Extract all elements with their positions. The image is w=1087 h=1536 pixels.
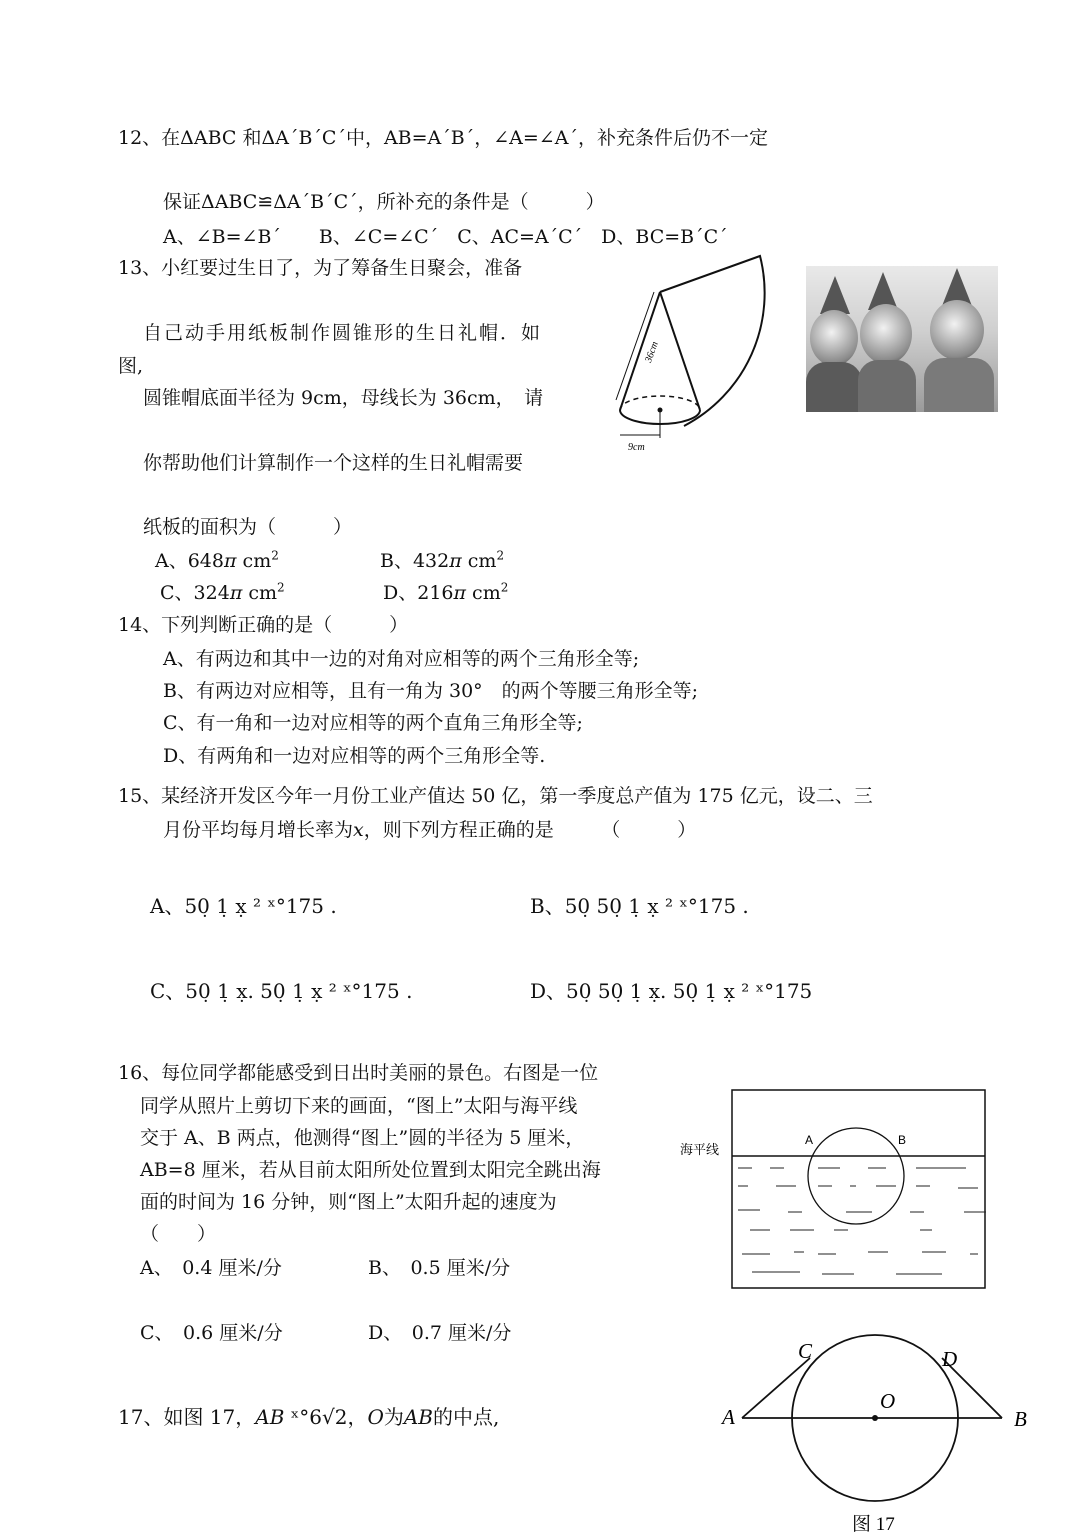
radius-label: 9cm: [628, 442, 645, 453]
q16-option-a: A、 0.4 厘米/分: [140, 1257, 282, 1279]
point-a-label: A: [722, 1405, 735, 1429]
child-face: [810, 310, 858, 366]
q14-option-a: A、有两边和其中一边的对角对应相等的两个三角形全等;: [163, 648, 640, 670]
q13-stem-line6: 纸板的面积为（ ）: [143, 516, 353, 538]
q13-option-c: C、324π $cm^2$: [160, 580, 285, 604]
q13-option-a: A、648π $cm^2$: [155, 548, 279, 572]
point-a-label: A: [805, 1133, 814, 1147]
q13-stem-line5: 你帮助他们计算制作一个这样的生日礼帽需要: [143, 452, 524, 474]
q16-stem-line2: 同学从照片上剪切下来的画面，“图上”太阳与海平线: [140, 1095, 578, 1117]
child-face: [930, 300, 984, 360]
point-o-label: O: [880, 1389, 896, 1413]
water-waves: [738, 1168, 986, 1274]
q15-option-c: C、50̣ 1̣ x̣. 50̣ 1̣ x̣ ² ˣ°175 .: [150, 979, 413, 1003]
birthday-photo: [806, 266, 998, 412]
q14-option-d: D、有两角和一边对应相等的两个三角形全等.: [163, 745, 546, 767]
q14-stem: 14、下列判断正确的是（ ）: [118, 614, 409, 636]
q16-stem-line1: 16、每位同学都能感受到日出时美丽的景色。右图是一位: [118, 1062, 599, 1084]
q16-stem-line5: 面的时间为 16 分钟，则“图上”太阳升起的速度为: [140, 1191, 557, 1213]
q14-option-c: C、有一角和一边对应相等的两个直角三角形全等;: [163, 712, 583, 734]
q13-stem-line1: 13、小红要过生日了，为了筹备生日聚会，准备: [118, 257, 523, 279]
q13-stem-line2: 自己动手用纸板制作圆锥形的生日礼帽．如: [143, 322, 543, 344]
figure-17-caption: 图 17: [852, 1514, 895, 1534]
q16-stem-line4: AB=8 厘米，若从目前太阳所处位置到太阳完全跳出海: [140, 1159, 601, 1181]
q14-option-b: B、有两边对应相等，且有一角为 30° 的两个等腰三角形全等;: [163, 680, 699, 702]
point-c-label: C: [798, 1339, 813, 1363]
q16-stem-line3: 交于 A、B 两点，他测得“图上”圆的半径为 5 厘米，: [140, 1127, 585, 1149]
q15-option-a: A、50̣ 1̣ x̣ ² ˣ°175 .: [150, 894, 337, 918]
q17-stem: 17、如图 17，AB ˣ°6√2，O为AB的中点,: [118, 1405, 500, 1429]
q13-stem-line3: 图,: [118, 355, 144, 377]
q15-option-b: B、50̣ 50̣ 1̣ x̣ ² ˣ°175 .: [530, 894, 749, 918]
q15-stem-line1: 15、某经济开发区今年一月份工业产值达 50 亿，第一季度总产值为 175 亿元，设二、三: [118, 785, 873, 807]
party-hat-icon: [820, 276, 850, 314]
q12-stem-line1: 12、在ΔABC 和ΔA´B´C´中，AB=A´B´，∠A=∠A´，补充条件后仍不一定: [118, 127, 768, 149]
q16-option-c: C、 0.6 厘米/分: [140, 1322, 283, 1344]
sunrise-figure: [680, 1088, 990, 1292]
q13-option-d: D、216π $cm^2$: [383, 580, 509, 604]
point-b-label: B: [1014, 1407, 1027, 1431]
q12-stem-line2: 保证ΔABC≌ΔA´B´C´，所补充的条件是（ ）: [163, 191, 605, 213]
q13-stem-line4: 圆锥帽底面半径为 9cm，母线长为 36cm， 请: [143, 387, 544, 409]
q15-stem-line2: 月份平均每月增长率为x，则下列方程正确的是 （ ）: [163, 819, 697, 841]
slant-length-label: 36cm: [643, 340, 661, 365]
q13-option-b: B、432π $cm^2$: [380, 548, 505, 572]
q12-options: A、∠B=∠B´ B、∠C=∠C´ C、AC=A´C´ D、BC=B´C´: [163, 226, 728, 248]
q16-option-b: B、 0.5 厘米/分: [368, 1257, 511, 1279]
point-d-label: D: [942, 1347, 958, 1371]
sea-level-label: 海平线: [680, 1142, 720, 1157]
figure-17: [718, 1334, 1038, 1534]
child-face: [860, 304, 912, 364]
q15-option-d: D、50̣ 50̣ 1̣ x̣. 50̣ 1̣ x̣ ² ˣ°175: [530, 979, 813, 1003]
cone-hat-figure: [600, 250, 800, 460]
q16-option-d: D、 0.7 厘米/分: [368, 1322, 512, 1344]
q16-stem-line6: （ ）: [140, 1223, 217, 1245]
point-b-label: B: [898, 1133, 907, 1147]
